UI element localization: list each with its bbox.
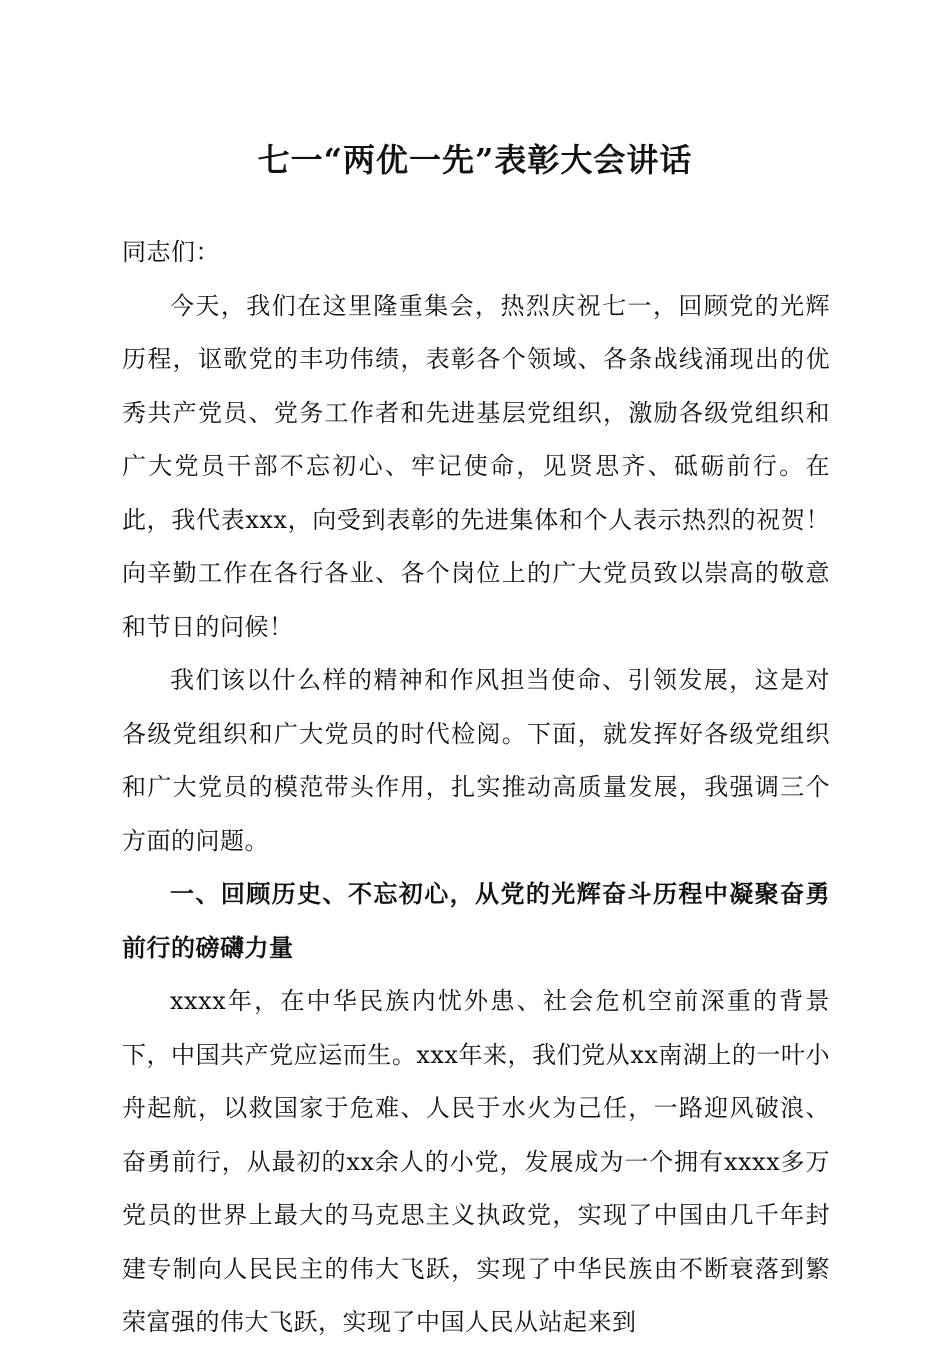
document-body	[122, 226, 830, 1350]
page-title: 七一“两优一先”表彰大会讲话	[257, 141, 693, 179]
paragraph-opening: 今天，我们在这里隆重集会，热烈庆祝七一，回顾党的光辉历程，讴歌党的丰功伟绩，表彰各个领域、各条战线涌现出的优秀共产党员、党务工作者和先进基层党组织，激励各级党组织和广大党员干部不忘初心、牢记使命，见贤思齐、砥砺前行。在此，我代表xxx，向受到表彰的先进集体和个人表示热烈的祝贺！向辛勤工作在各行各业、各个岗位上的广大党员致以崇高的敬意和节日的问候！	[122, 291, 830, 641]
section-heading: 一、回顾历史、不忘初心，从党的光辉奋斗历程中凝聚奋勇前行的磅礴力量	[122, 880, 830, 962]
salutation: 同志们：	[122, 238, 220, 266]
section-paragraph: xxxx年，在中华民族内忧外患、社会危机空前深重的背景下，中国共产党应运而生。xxx年来，我们党从xx南湖上的一叶小舟起航，以救国家于危难、人民于水火为己任，一路迎风破浪、奋勇前行，从最初的xx余人的小党，发展成为一个拥有xxxx多万党员的世界上最大的马克思主义执政党，实现了中国由几千年封建专制向人民民主的伟大飞跃，实现了中华民族由不断衰落到繁荣富强的伟大飞跃，实现了中国人民从站起来到	[122, 987, 830, 1336]
paragraph-intro: 我们该以什么样的精神和作风担当使命、引领发展，这是对各级党组织和广大党员的时代检阅。下面，就发挥好各级党组织和广大党员的模范带头作用，扎实推动高质量发展，我强调三个方面的问题。	[122, 666, 830, 855]
